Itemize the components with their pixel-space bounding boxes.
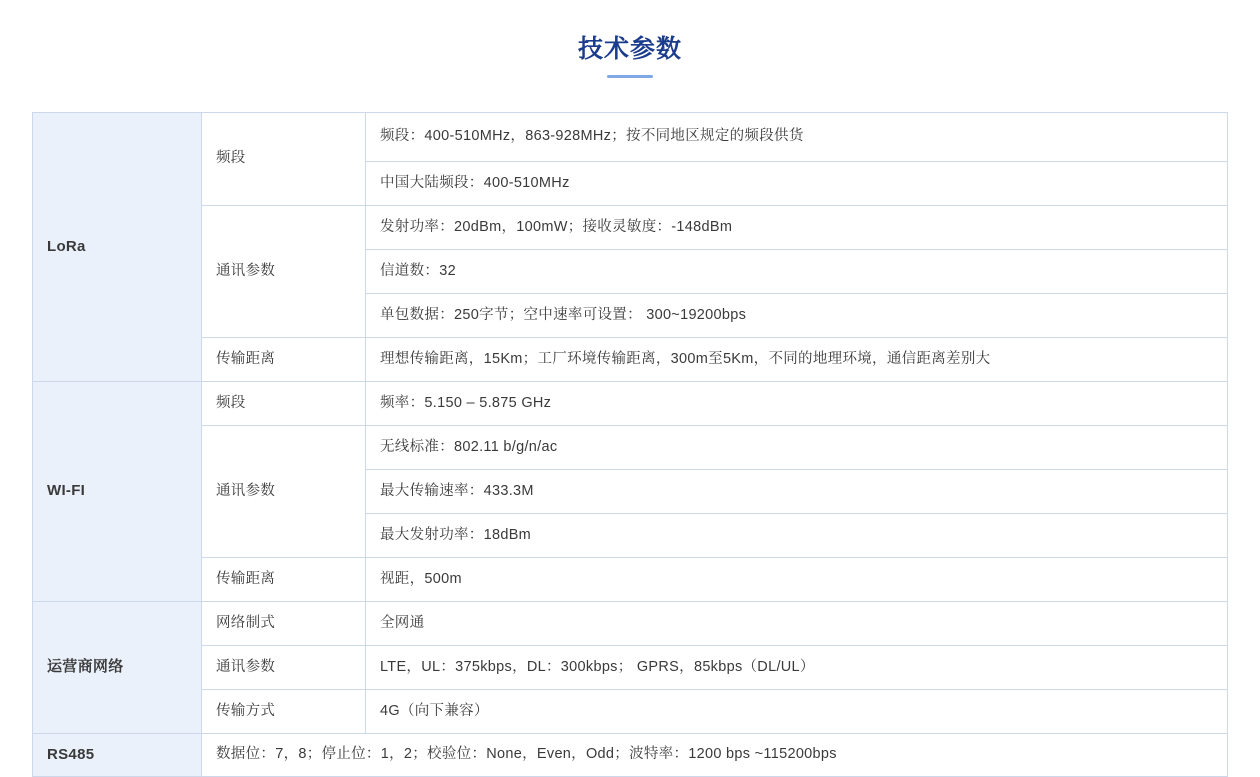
- table-row: [33, 646, 1228, 690]
- technical-specifications-table: [32, 112, 1228, 777]
- page-title: 技术参数: [577, 35, 682, 63]
- value-cell: 视距，500m: [366, 558, 1228, 602]
- table-row: [33, 113, 1228, 162]
- category-cell-rs485: RS485: [33, 734, 202, 777]
- title-underline: [607, 75, 653, 78]
- table-row: [33, 602, 1228, 646]
- value-cell: 单包数据：250字节；空中速率可设置： 300~19200bps: [366, 294, 1228, 338]
- table-row: [33, 206, 1228, 250]
- table-row: [33, 734, 1228, 777]
- value-cell: 最大传输速率：433.3M: [366, 470, 1228, 514]
- value-cell: 数据位：7，8；停止位：1，2；校验位：None，Even，Odd；波特率：1200 bps ~115200bps: [202, 734, 1228, 777]
- table-row: [33, 558, 1228, 602]
- value-cell: LTE，UL：375kbps，DL：300kbps； GPRS，85kbps（DL/UL）: [366, 646, 1228, 690]
- category-cell-carrier-network: 运营商网络: [33, 602, 202, 734]
- sub-cell-lora-comm-params: 通讯参数: [202, 206, 366, 338]
- value-cell: 全网通: [366, 602, 1228, 646]
- value-cell: 无线标准：802.11 b/g/n/ac: [366, 426, 1228, 470]
- table-row: [33, 382, 1228, 426]
- spec-table-container: [32, 112, 1228, 777]
- sub-cell-network-type: 网络制式: [202, 602, 366, 646]
- sub-cell-wifi-comm-params: 通讯参数: [202, 426, 366, 558]
- sub-cell-carrier-comm-params: 通讯参数: [202, 646, 366, 690]
- sub-cell-wifi-range: 传输距离: [202, 558, 366, 602]
- value-cell: 频率：5.150 – 5.875 GHz: [366, 382, 1228, 426]
- value-cell: 发射功率：20dBm，100mW；接收灵敏度：-148dBm: [366, 206, 1228, 250]
- sub-cell-lora-range: 传输距离: [202, 338, 366, 382]
- spec-table-body: [33, 113, 1228, 777]
- table-row: [33, 690, 1228, 734]
- category-cell-wifi: WI-FI: [33, 382, 202, 602]
- value-cell: 中国大陆频段：400-510MHz: [366, 162, 1228, 206]
- table-row: [33, 338, 1228, 382]
- sub-cell-wifi-frequency: 频段: [202, 382, 366, 426]
- sub-cell-lora-frequency: 频段: [202, 113, 366, 206]
- category-cell-lora: LoRa: [33, 113, 202, 382]
- title-block: [0, 0, 1260, 78]
- value-cell: 理想传输距离，15Km；工厂环境传输距离，300m至5Km，不同的地理环境，通信距离差别大: [366, 338, 1228, 382]
- value-cell: 信道数：32: [366, 250, 1228, 294]
- sub-cell-transmission-mode: 传输方式: [202, 690, 366, 734]
- value-cell: 频段：400-510MHz，863-928MHz；按不同地区规定的频段供货: [366, 113, 1228, 162]
- table-row: [33, 426, 1228, 470]
- value-cell: 最大发射功率：18dBm: [366, 514, 1228, 558]
- value-cell: 4G（向下兼容）: [366, 690, 1228, 734]
